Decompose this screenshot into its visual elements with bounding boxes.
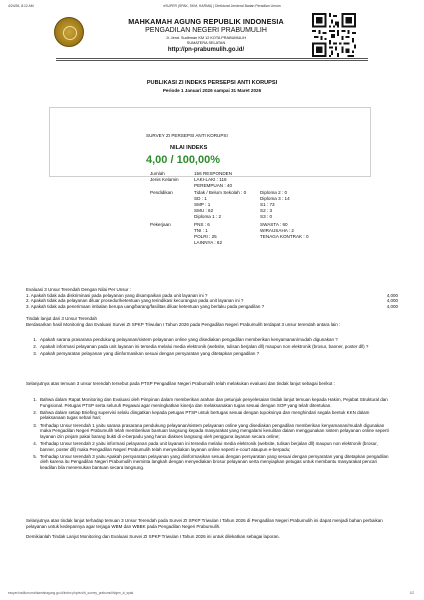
document-title: PUBLIKASI ZI INDEKS PERSEPSI ANTI KORUPSI — [146, 80, 278, 86]
closing-statement: Demikianlah Tindak Lanjut Monitoring dan Evaluasi Survei ZI SPKP Triwulan I Tahun 2026 ini untuk dilekatkan sebagai laporan. — [26, 534, 280, 539]
stat-label-occupation: Pekerjaan — [150, 222, 171, 227]
stat-occupation-item: SWASTA : 60 — [260, 222, 288, 227]
list-item: 3. Apakah persyaratan pelayanan yang diinformasikan sesuai dengan persyaratan yang ditetapkan pengadilan ? — [26, 351, 392, 357]
court-website[interactable]: http://pn-prabumulih.go.id/ — [167, 47, 245, 53]
stat-education-item: SMP : 1 — [194, 202, 211, 207]
stat-value-jumlah: 156 RESPONDEN — [194, 171, 233, 176]
lowest-elements-list — [26, 287, 398, 309]
improvement-item: Bahwa dalam setiap Briefing supervisi selalu diingatkan kepada petugas PTSP untuk bertugas sesuai dengan tupoksinya dan menghindari segala bentuk KKN dalam pelaksanaan tugas sehari hari; — [40, 409, 370, 421]
improvement-item: Terhadap Unsur terendah 3 yaitu Apakah persyaratan pelayanan yang diinformasikan sesuai dengan persyaratan yang sesuai dengan persyaratan yang ditetapkan pengadilan oleh karena itu Pengadilan Negeri Prabumulih meminta langkah dengan menyediakan brosur pelayanan serta menyiapkan petugas untuk membantu masyarakat pencari keadilan bila menemukan bantuan secara langsung. — [40, 453, 389, 470]
list-item: 1. Apakah sarana prasarana pendukung pelayanan/sistem pelayanan online yang disediakan pengadilan memberikan kenyamanan/mudah digunakan ? — [26, 337, 392, 343]
stat-label-education: Pendidikan — [150, 190, 173, 195]
list-item: 4. Terhadap Unsur terendah 2 yaitu informasi pelayanan pada unit layanan ini tersedia melalui media elektronik (website, tulisan berjalan dll) maupun non elektronik (brosur, banner, poster dll) maka Pengadilan Negeri Prabumulih telah menyediakan layanan online seperti e-court ataupun e-berpadu; — [26, 441, 392, 452]
stat-occupation-item: TENAGA KONTRAK : 0 — [260, 234, 309, 239]
stat-occupation-item: TNI : 1 — [194, 228, 208, 233]
list-item: 2. Bahwa dalam setiap Briefing supervisi selalu diingatkan kepada petugas PTSP untuk bertugas sesuai dengan tupoksinya dan menghindari segala bentuk KKN dalam pelaksanaan tugas sehari hari; — [26, 410, 392, 421]
stat-occupation-item: LAINNYA : 62 — [194, 240, 223, 245]
list-item: 1. Bahwa dalam Rapat Monitoring dan Evaluasi oleh Pimpinan dalam memberikan arahan dan petunjuk penyelesaian tindak lanjut temuan kepada Hakim, Pejabat Struktural dan Fungsional. Petugas PTSP serta seluruh Pegawai agar meningkatkan kinerja dan melaksanakan tugas sesuai dengan SOP yang telah ditentukan. — [26, 397, 392, 408]
stat-occupation-item: POLRI : 25 — [194, 234, 217, 239]
index-label: NILAI INDEKS — [170, 145, 208, 151]
survey-title: SURVEY ZI PERSEPSI ANTI KORUPSI — [146, 133, 228, 138]
qr-code-icon — [312, 13, 356, 57]
court-province: SUMATERA SELATAN — [186, 41, 226, 45]
improvement-list — [26, 397, 392, 472]
respondent-stats — [150, 171, 370, 267]
print-datetime: 4/24/26, 8:12 AM — [8, 4, 34, 8]
court-name: PENGADILAN NEGERI PRABUMULIH — [145, 27, 267, 34]
follow-up-list — [26, 337, 392, 359]
stat-label-gender: Jenis Kelamin — [150, 177, 179, 182]
stat-value-female: PEREMPUAN : 40 — [194, 183, 233, 188]
element-question: 1. Apakah tidak ada diskriminasi pada pelayanan yang disampaikan pada unit layanan ini ? — [26, 292, 208, 298]
stat-education-item: Tidak / Belum Sekolah : 0 — [194, 190, 247, 195]
organization-name: MAHKAMAH AGUNG REPUBLIK INDONESIA — [128, 17, 284, 26]
stat-education-item: S1 : 73 — [260, 202, 275, 207]
element-question: 2. Apakah tidak ada pelayanan diluar prosedur/ketentuan yang terindikasi kecurangan pada unit layanan ini ? — [26, 298, 244, 304]
print-footer-url: esuper.badilum.mahkamahagung.go.id/index.php/ezi/zi_survey_prabumulih/gen_zi_spak — [8, 591, 134, 595]
stat-occupation-item: WIRAUSAHA : 2 — [260, 228, 294, 233]
follow-up-heading: Tindak lanjut dari 3 Unsur Terendah — [26, 316, 98, 321]
follow-up-item: Apakah informasi pelayanan pada unit layanan ini tersedia melalui media elektronik (website, tulisan berjalan dll) maupun non elektronik (brosur, banner, poster dll) ? — [40, 344, 369, 350]
element-question: 3. Apakah tidak ada penerimaan imbalan berupa uang/barang/fasilitas diluar ketentuan yang berlaku pada pengadilan ? — [26, 303, 265, 309]
stat-education-item: SMU : 62 — [194, 208, 214, 213]
stat-occupation-item: PNS : 6 — [194, 222, 210, 227]
stat-label-jumlah: Jumlah — [150, 171, 165, 176]
stat-education-item: SD : 1 — [194, 196, 207, 201]
improvement-item: Terhadap Unsur terendah 1 yaitu sarana prasarana pendukung pelayanan/sistem pelayanan online yang disediakan pengadilan memberikan kenyamanan/mudah digunakan maka Pengadilan Negeri Prabumulih telah memberikan bantuan langsung kepada masyarakat yang mengalami kesulitan dalam menggunakan sistem pelayanan online seperti layanan izin pinjam pakai barang bukti di e-berpadu yang harus diakses langsung oleh pengguna layanan secara online; — [40, 422, 389, 439]
print-window-title: eSUPER (SPAK, SKM, HARMA) | Direktorat Jenderal Badan Peradilan Umum — [163, 4, 281, 8]
stat-education-item: Diploma 1 : 2 — [194, 214, 222, 219]
lowest-elements-heading: Evaluasi 3 Unsur Terendah Dengan Nilai Per Unsur : — [26, 287, 131, 292]
court-address: Jl. Jend. Sudirman KM 12 KOTA PRABUMULIH — [165, 36, 247, 40]
stat-education-item: S2 : 3 — [260, 208, 273, 213]
follow-up-item: Apakah persyaratan pelayanan yang diinformasikan sesuai dengan persyaratan yang ditetapkan pengadilan ? — [40, 351, 260, 357]
element-score: 4,000 — [386, 292, 398, 298]
list-item: 5. Terhadap Unsur terendah 3 yaitu Apakah persyaratan pelayanan yang diinformasikan sesuai dengan persyaratan yang sesuai dengan persyaratan yang ditetapkan pengadilan oleh karena itu Pengadilan Negeri Prabumulih meminta langkah dengan menyediakan brosur pelayanan serta menyiapkan petugas untuk membantu masyarakat pencari keadilan bila menemukan bantuan secara langsung. — [26, 454, 392, 471]
index-value: 4,00 / 100,00% — [146, 154, 221, 166]
stat-education-item: Diploma 2 : 0 — [260, 190, 288, 195]
survey-index-card — [49, 107, 371, 177]
follow-up-item: Apakah sarana prasarana pendukung pelayanan/sistem pelayanan online yang disediakan pengadilan memberikan kenyamanan/mudah digunakan ? — [40, 337, 338, 342]
list-item: 3. Terhadap Unsur terendah 1 yaitu sarana prasarana pendukung pelayanan/sistem pelayanan online yang disediakan pengadilan memberikan kenyamanan/mudah digunakan maka Pengadilan Negeri Prabumulih telah memberikan bantuan langsung kepada masyarakat yang mengalami kesulitan dalam menggunakan sistem pelayanan online seperti layanan izin pinjam pakai barang bukti di e-berpadu yang harus diakses langsung oleh pengguna layanan secara online; — [26, 423, 392, 440]
follow-up-intro: Berdasarkan hasil Monitoring dan Evaluasi Survei ZI SPKP Triwulan I Tahun 2026 pada Pengadilan Negeri Prabumulih terdapat 3 unsur terendah antara lain : — [26, 322, 341, 327]
improvement-item: Bahwa dalam Rapat Monitoring dan Evaluasi oleh Pimpinan dalam memberikan arahan dan petunjuk penyelesaian tindak lanjut temuan kepada Hakim, Pejabat Struktural dan Fungsional. Petugas PTSP serta seluruh Pegawai agar meningkatkan kinerja dan melaksanakan tugas sesuai dengan SOP yang telah ditentukan. — [40, 397, 388, 408]
document-period: Periode 1 Januari 2026 sampai 31 Maret 2026 — [162, 88, 262, 93]
letterhead-text — [96, 17, 316, 53]
improvement-intro: Selanjutnya atas temuan 3 unsur terendah tersebut pada PTSP Pengadilan Negeri Prabumulih telah melakukan evaluasi dan tindak lanjut sebagai berikut : — [26, 381, 335, 386]
court-emblem-icon — [54, 17, 84, 47]
list-item — [26, 304, 398, 310]
improvement-item: Terhadap Unsur terendah 2 yaitu informasi pelayanan pada unit layanan ini tersedia melalui media elektronik (website, tulisan berjalan dll) maupun non elektronik (brosur, banner, poster dll) maka Pengadilan Negeri Prabumulih telah menyediakan layanan online seperti e-court ataupun e-berpadu; — [40, 440, 378, 452]
list-item: 2. Apakah informasi pelayanan pada unit layanan ini tersedia melalui media elektronik (website, tulisan berjalan dll) maupun non elektronik (brosur, banner, poster dll) ? — [26, 344, 392, 350]
element-score: 4,000 — [386, 298, 398, 304]
print-header — [8, 4, 416, 8]
element-score: 4,000 — [386, 303, 398, 309]
stat-value-male: LAKI-LAKI : 116 — [194, 177, 227, 182]
closing-paragraph: Selanjutnya atas tindak lanjut terhadap temuan 3 Unsur Terendah pada Survei ZI SPKP Triwulan I Tahun 2026 di Pengadilan Negeri Prabumulih ini dapat menjadi bahan perbaikan pelayanan untuk kedepannya agar terjaga WBM dan WBBK pada Pengadilan Negeri Prabumulih. — [26, 518, 383, 529]
letterhead-divider — [56, 58, 368, 61]
stat-education-item: S3 : 0 — [260, 214, 273, 219]
stat-education-item: Diploma 3 : 14 — [260, 196, 290, 201]
print-page-number: 1/2 — [409, 591, 414, 595]
